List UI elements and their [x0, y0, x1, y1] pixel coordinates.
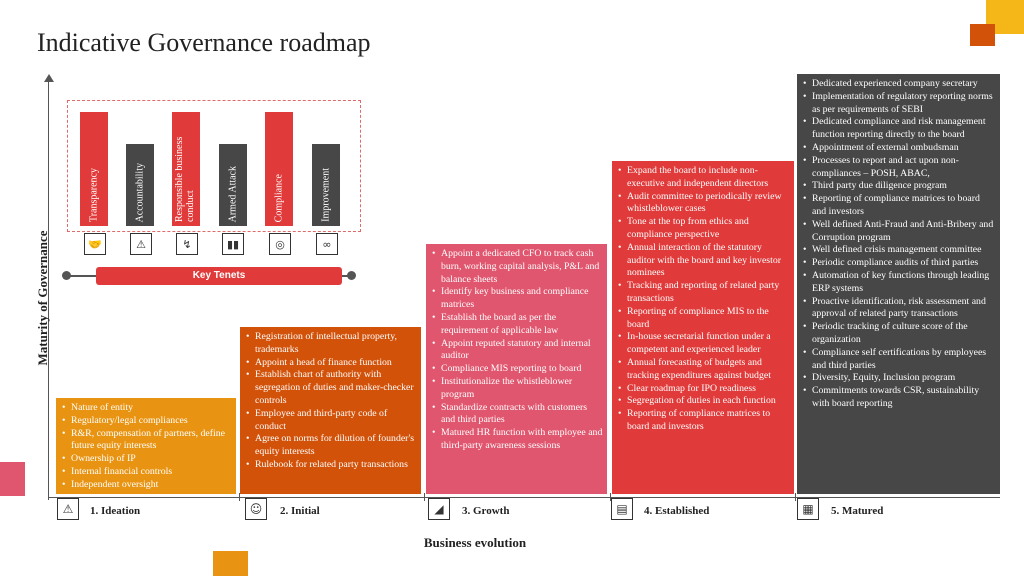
- list-item: • Tracking and reporting of related party transactions: [618, 280, 790, 306]
- axis-tick: [795, 493, 796, 501]
- axis-tick: [424, 493, 425, 501]
- list-item: • Appointment of external ombudsman: [803, 142, 996, 155]
- list-item: • Commitments towards CSR, sustainability with board reporting: [803, 385, 996, 411]
- register-icon: ▦: [797, 498, 819, 520]
- established-list: [618, 165, 790, 434]
- stage-box-established: [612, 161, 794, 494]
- list-item: • Appoint reputed statutory and internal auditor: [432, 338, 603, 364]
- list-item: • Reporting of compliance matrices to board and investors: [618, 408, 790, 434]
- list-item: • Ownership of IP: [62, 453, 232, 466]
- list-item: • Well defined Anti-Fraud and Anti-Bribery and Corruption program: [803, 219, 996, 245]
- list-item: • Diversity, Equity, Inclusion program: [803, 372, 996, 385]
- deco-square-orange: [970, 24, 995, 46]
- list-item: • Regulatory/legal compliances: [62, 415, 232, 428]
- list-item: • Compliance MIS reporting to board: [432, 363, 603, 376]
- warning-icon: ⚠: [57, 498, 79, 520]
- stage-box-initial: [240, 327, 421, 494]
- list-item: • Agree on norms for dilution of founder's equity interests: [246, 433, 417, 459]
- stage-box-growth: [426, 244, 607, 494]
- list-item: • Periodic compliance audits of third parties: [803, 257, 996, 270]
- list-item: • Proactive identification, risk assessment and approval of related party transactions: [803, 296, 996, 322]
- tenet-bar-responsible-business-conduct: [172, 112, 200, 226]
- stage-label-matured: 5. Matured: [831, 505, 884, 517]
- list-item: • Reporting of compliance matrices to board and investors: [803, 193, 996, 219]
- tenet-bar-transparency: [80, 112, 108, 226]
- list-item: • Annual forecasting of budgets and tracking expenditures against budget: [618, 357, 790, 383]
- cycle-icon: ∞: [316, 233, 338, 255]
- list-item: • Internal financial controls: [62, 466, 232, 479]
- list-item: • Independent oversight: [62, 479, 232, 492]
- list-item: • Tone at the top from ethics and compliance perspective: [618, 216, 790, 242]
- ruler-icon: ◢: [428, 498, 450, 520]
- list-item: • Appoint a dedicated CFO to track cash burn, working capital analysis, P&L and balance sheets: [432, 248, 603, 286]
- page-title: Indicative Governance roadmap: [37, 28, 371, 57]
- list-item: • Appoint a head of finance function: [246, 357, 417, 370]
- stage-label-established: 4. Established: [644, 505, 710, 517]
- tenet-bar-armed-attack: [219, 144, 247, 226]
- list-item: • Registration of intellectual property, trademarks: [246, 331, 417, 357]
- lightning-icon: ↯: [176, 233, 198, 255]
- list-item: • Clear roadmap for IPO readiness: [618, 383, 790, 396]
- list-item: • Institutionalize the whistleblower program: [432, 376, 603, 402]
- y-axis-arrow: [44, 74, 54, 82]
- tenet-bar-compliance: [265, 112, 293, 226]
- list-item: • Third party due diligence program: [803, 180, 996, 193]
- tenet-label: Compliance: [273, 173, 285, 222]
- certificate-icon: ▤: [611, 498, 633, 520]
- key-tenets-dot-left: [62, 271, 71, 280]
- x-axis-label: Business evolution: [423, 535, 527, 550]
- list-item: • Automation of key functions through leading ERP systems: [803, 270, 996, 296]
- list-item: • Processes to report and act upon non-compliances – POSH, ABAC,: [803, 155, 996, 181]
- list-item: • Periodic tracking of culture score of the organization: [803, 321, 996, 347]
- matured-list: [803, 78, 996, 411]
- list-item: • Identify key business and compliance matrices: [432, 286, 603, 312]
- list-item: • Employee and third-party code of conduct: [246, 408, 417, 434]
- stage-box-matured: [797, 74, 1000, 494]
- stage-box-ideation: [56, 398, 236, 494]
- list-item: • Segregation of duties in each function: [618, 395, 790, 408]
- tenet-label: Armed Attack: [227, 165, 239, 222]
- person-icon: ☺: [245, 498, 267, 520]
- key-tenets-dot-right: [347, 271, 356, 280]
- list-item: • Compliance self certifications by employees and third parties: [803, 347, 996, 373]
- list-item: • Establish the board as per the requirement of applicable law: [432, 312, 603, 338]
- deco-square-bottom: [213, 551, 248, 576]
- list-item: • Establish chart of authority with segregation of duties and maker-checker controls: [246, 369, 417, 407]
- x-axis-line: [48, 497, 1000, 498]
- axis-tick: [239, 493, 240, 501]
- deco-square-left: [0, 462, 25, 496]
- key-tenets-label: Key Tenets: [96, 267, 342, 285]
- list-item: • In-house secretarial function under a competent and experienced leader: [618, 331, 790, 357]
- ideation-list: [62, 402, 232, 492]
- list-item: • Nature of entity: [62, 402, 232, 415]
- stage-label-ideation: 1. Ideation: [90, 505, 141, 517]
- list-item: • Implementation of regulatory reporting norms as per requirements of SEBI: [803, 91, 996, 117]
- list-item: • Annual interaction of the statutory auditor with the board and key investor nominees: [618, 242, 790, 280]
- handshake-icon: 🤝: [84, 233, 106, 255]
- list-item: • Expand the board to include non-executive and independent directors: [618, 165, 790, 191]
- tenet-label: Transparency: [88, 167, 100, 222]
- list-item: • Audit committee to periodically review whistleblower cases: [618, 191, 790, 217]
- bottles-icon: ▮▮: [222, 233, 244, 255]
- list-item: • Rulebook for related party transactions: [246, 459, 417, 472]
- list-item: • Well defined crisis management committee: [803, 244, 996, 257]
- tenet-bar-accountability: [126, 144, 154, 226]
- tenet-label: Improvement: [320, 168, 332, 222]
- stage-label-initial: 2. Initial: [280, 505, 320, 517]
- tenet-label: Accountability: [134, 162, 146, 222]
- initial-list: [246, 331, 417, 472]
- warning-icon: ⚠: [130, 233, 152, 255]
- y-axis-label: Maturity of Governance: [35, 230, 50, 366]
- tenet-bar-improvement: [312, 144, 340, 226]
- growth-list: [432, 248, 603, 453]
- list-item: • R&R, compensation of partners, define future equity interests: [62, 428, 232, 454]
- tenet-label: Responsible business conduct: [174, 136, 196, 222]
- list-item: • Matured HR function with employee and third-party awareness sessions: [432, 427, 603, 453]
- list-item: • Reporting of compliance MIS to the board: [618, 306, 790, 332]
- list-item: • Dedicated compliance and risk management function reporting directly to the board: [803, 116, 996, 142]
- list-item: • Dedicated experienced company secretary: [803, 78, 996, 91]
- target-icon: ◎: [269, 233, 291, 255]
- stage-label-growth: 3. Growth: [462, 505, 510, 517]
- list-item: • Standardize contracts with customers and third parties: [432, 402, 603, 428]
